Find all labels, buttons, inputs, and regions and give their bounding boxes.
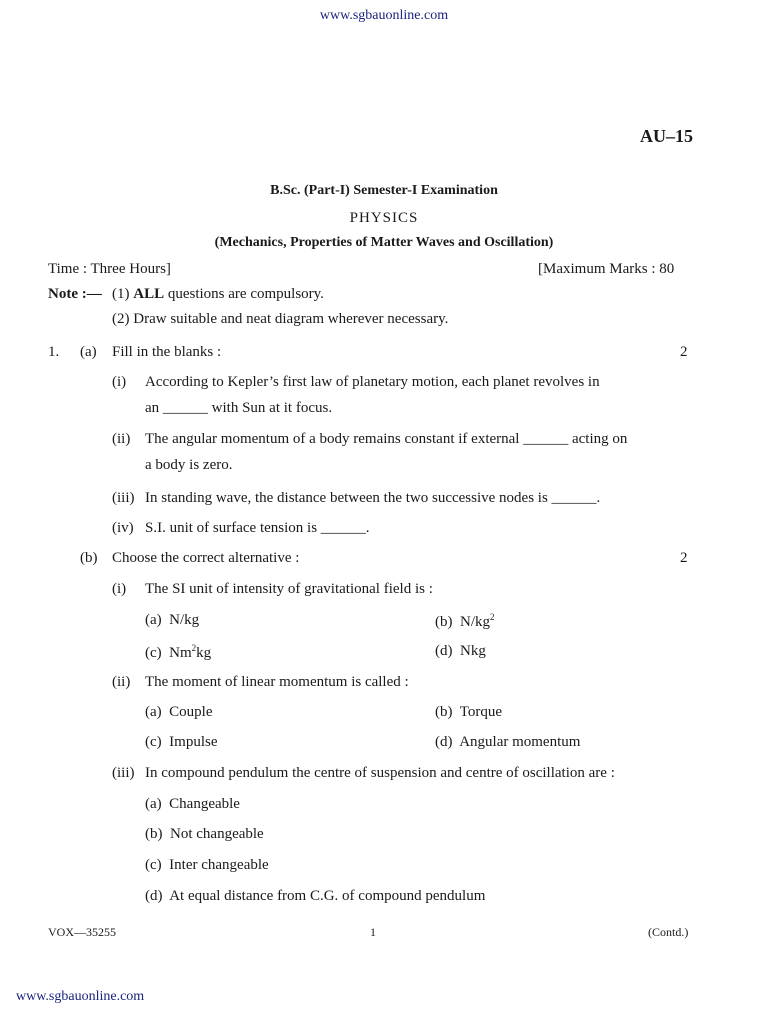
blank-question-text: According to Kepler’s first law of planetary motion, each planet revolves in: [145, 374, 600, 390]
option-text: N/kg: [460, 614, 490, 630]
item-number: (i): [112, 581, 127, 597]
option-label: (a): [145, 612, 162, 628]
continued-label: (Contd.): [648, 925, 689, 939]
option-label: (c): [145, 645, 162, 661]
option-label: (b): [145, 826, 163, 842]
subquestion-label: (a): [80, 344, 97, 360]
item-number: (i): [112, 374, 127, 390]
page-number: 1: [370, 925, 376, 939]
option-text: Changeable: [169, 796, 240, 812]
mcq-question-text: In compound pendulum the centre of suspension and centre of oscillation are :: [145, 765, 615, 781]
option-b: [435, 612, 495, 631]
option-label: (b): [435, 614, 453, 630]
option-text: Torque: [459, 704, 503, 720]
note-text: Draw suitable and neat diagram wherever necessary.: [133, 311, 449, 327]
blank-question-text: In standing wave, the distance between the two successive nodes is ______.: [145, 490, 601, 506]
note-number: (2): [112, 311, 130, 327]
marks: 2: [680, 344, 688, 360]
option-b: [435, 704, 502, 721]
footer-code: VOX—35255: [48, 925, 116, 939]
subquestion-title: Choose the correct alternative :: [112, 550, 300, 566]
option-label: (c): [145, 857, 162, 873]
note-number: (1): [112, 286, 130, 302]
question-number: 1.: [48, 344, 60, 360]
max-marks-label: [Maximum Marks : 80: [538, 261, 675, 277]
item-number: (iii): [112, 490, 135, 506]
option-text: Inter changeable: [169, 857, 269, 873]
option-c: [145, 857, 269, 874]
option-text-suffix: kg: [196, 645, 212, 661]
option-label: (d): [435, 734, 453, 750]
option-c: [145, 734, 217, 751]
item-number: (iv): [112, 520, 134, 536]
subquestion-label: (b): [80, 550, 98, 566]
option-text: Nm: [169, 645, 192, 661]
option-a: [145, 704, 213, 721]
option-d: [435, 643, 486, 660]
blank-question-text: a body is zero.: [145, 457, 233, 473]
option-d: [435, 734, 580, 751]
subquestion-title: Fill in the blanks :: [112, 344, 222, 360]
subject-title: PHYSICS: [349, 210, 419, 226]
bottom-url-link[interactable]: www.sgbauonline.com: [16, 989, 145, 1004]
note-item: [112, 286, 324, 303]
note-bold-word: ALL: [133, 286, 165, 302]
superscript: 2: [191, 643, 197, 653]
blank-question-text: The angular momentum of a body remains constant if external ______ acting on: [145, 431, 628, 447]
item-number: (iii): [112, 765, 135, 781]
option-label: (d): [435, 643, 453, 659]
option-d: [145, 888, 485, 905]
superscript: 2: [490, 612, 495, 622]
item-number: (ii): [112, 674, 131, 690]
option-text: Nkg: [460, 643, 486, 659]
option-b: [145, 826, 264, 843]
paper-subtitle: (Mechanics, Properties of Matter Waves and Oscillation): [214, 235, 554, 250]
option-label: (a): [145, 704, 162, 720]
option-label: (b): [435, 704, 453, 720]
mcq-question-text: The SI unit of intensity of gravitational field is :: [145, 581, 433, 597]
option-label: (c): [145, 734, 162, 750]
option-text: N/kg: [169, 612, 200, 628]
paper-code: AU–15: [640, 126, 693, 146]
option-text: At equal distance from C.G. of compound pendulum: [169, 888, 486, 904]
marks: 2: [680, 550, 688, 566]
mcq-question-text: The moment of linear momentum is called :: [145, 674, 409, 690]
blank-question-text: S.I. unit of surface tension is ______.: [145, 520, 370, 536]
option-a: [145, 612, 199, 629]
option-text: Not changeable: [170, 826, 264, 842]
blank-question-text: an ______ with Sun at it focus.: [145, 400, 333, 416]
option-text: Angular momentum: [459, 734, 581, 750]
note-item: [112, 311, 448, 328]
note-label: Note :—: [48, 286, 102, 302]
option-a: [145, 796, 240, 813]
time-label: Time : Three Hours]: [48, 261, 171, 277]
top-url-link[interactable]: www.sgbauonline.com: [319, 8, 449, 23]
exam-title: B.Sc. (Part-I) Semester-I Examination: [270, 183, 498, 198]
option-label: (d): [145, 888, 163, 904]
item-number: (ii): [112, 431, 131, 447]
note-text: questions are compulsory.: [164, 286, 324, 302]
option-text: Couple: [169, 704, 213, 720]
option-label: (a): [145, 796, 162, 812]
option-text: Impulse: [169, 734, 218, 750]
option-c: [145, 643, 211, 662]
